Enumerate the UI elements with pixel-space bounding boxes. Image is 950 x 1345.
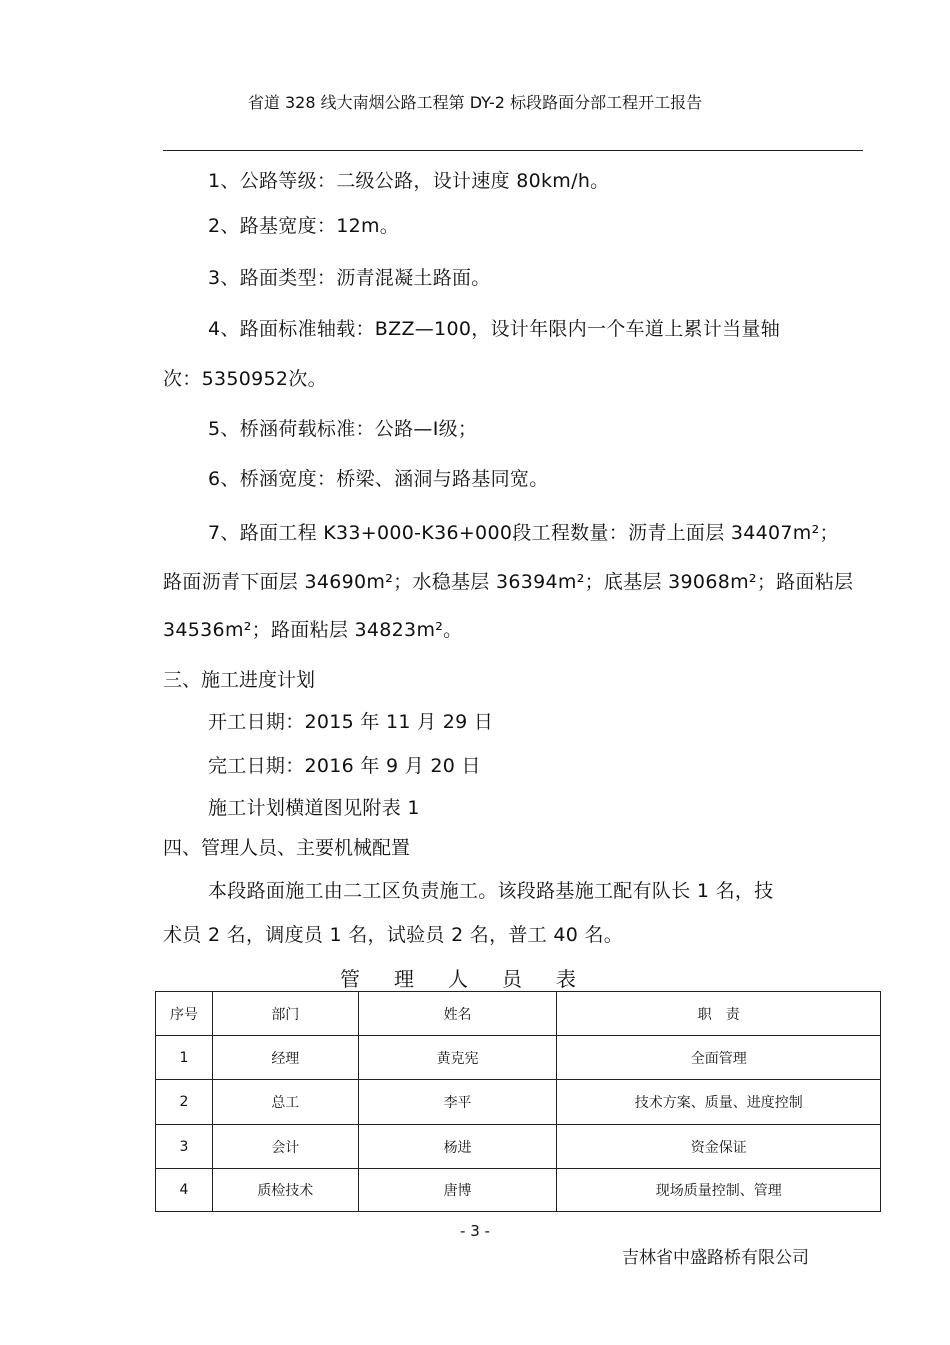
table-cell: 会计 <box>212 1125 358 1169</box>
company-name: 吉林省中盛路桥有限公司 <box>622 1248 809 1268</box>
staff-table <box>155 991 881 1212</box>
section-3-title: 三、施工进度计划 <box>163 669 316 691</box>
schedule-chart-note: 施工计划横道图见附表 1 <box>208 797 420 819</box>
header-cell: 姓名 <box>358 992 557 1036</box>
item-bridge-load: 5、桥涵荷载标准：公路—Ⅰ级； <box>208 418 478 440</box>
table-cell: 质检技术 <box>212 1169 358 1212</box>
header-cell: 职 责 <box>557 992 881 1036</box>
table-cell: 黄克宪 <box>358 1036 557 1080</box>
document-header: 省道 328 线大南烟公路工程第 DY-2 标段路面分部工程开工报告 <box>247 93 703 112</box>
table-row <box>156 1080 881 1125</box>
item-pavement-type: 3、路面类型：沥青混凝土路面。 <box>208 267 491 289</box>
table-cell: 3 <box>156 1125 213 1169</box>
item-quantities-line2: 路面沥青下面层 34690m²；水稳基层 36394m²；底基层 39068m²；路面粘层 <box>163 571 854 593</box>
item-axle-load-line2: 次：5350952次。 <box>163 368 327 390</box>
staffing-paragraph-line1: 本段路面施工由二工区负责施工。该段路基施工配有队长 1 名，技 <box>208 880 774 902</box>
table-cell: 杨进 <box>358 1125 557 1169</box>
item-quantities-line3: 34536m²；路面粘层 34823m²。 <box>163 619 463 641</box>
header-divider <box>163 150 863 151</box>
table-cell: 技术方案、质量、进度控制 <box>557 1080 881 1125</box>
item-axle-load-line1: 4、路面标准轴载：BZZ—100，设计年限内一个车道上累计当量轴 <box>208 318 781 340</box>
item-subgrade-width: 2、路基宽度：12m。 <box>208 215 400 237</box>
table-cell: 4 <box>156 1169 213 1212</box>
table-row <box>156 1125 881 1169</box>
staff-table-title: 管理人员表 <box>340 967 610 991</box>
table-cell: 1 <box>156 1036 213 1080</box>
item-quantities-line1: 7、路面工程 K33+000-K36+000段工程数量：沥青上面层 34407m²； <box>208 522 839 544</box>
table-cell: 现场质量控制、管理 <box>557 1169 881 1212</box>
table-cell: 资金保证 <box>557 1125 881 1169</box>
table-cell: 2 <box>156 1080 213 1125</box>
header-cell: 部门 <box>212 992 358 1036</box>
table-row <box>156 1169 881 1212</box>
page-number: - 3 - <box>460 1222 490 1240</box>
header-cell: 序号 <box>156 992 213 1036</box>
item-road-grade: 1、公路等级：二级公路，设计速度 80km/h。 <box>208 170 610 192</box>
table-cell: 总工 <box>212 1080 358 1125</box>
table-cell: 唐博 <box>358 1169 557 1212</box>
start-date: 开工日期：2015 年 11 月 29 日 <box>208 711 494 733</box>
table-cell: 经理 <box>212 1036 358 1080</box>
table-cell: 全面管理 <box>557 1036 881 1080</box>
table-header-row <box>156 992 881 1036</box>
staffing-paragraph-line2: 术员 2 名，调度员 1 名，试验员 2 名，普工 40 名。 <box>163 924 624 946</box>
end-date: 完工日期：2016 年 9 月 20 日 <box>208 755 481 777</box>
table-row <box>156 1036 881 1080</box>
item-bridge-width: 6、桥涵宽度：桥梁、涵洞与路基同宽。 <box>208 468 549 490</box>
section-4-title: 四、管理人员、主要机械配置 <box>163 837 411 859</box>
table-cell: 李平 <box>358 1080 557 1125</box>
